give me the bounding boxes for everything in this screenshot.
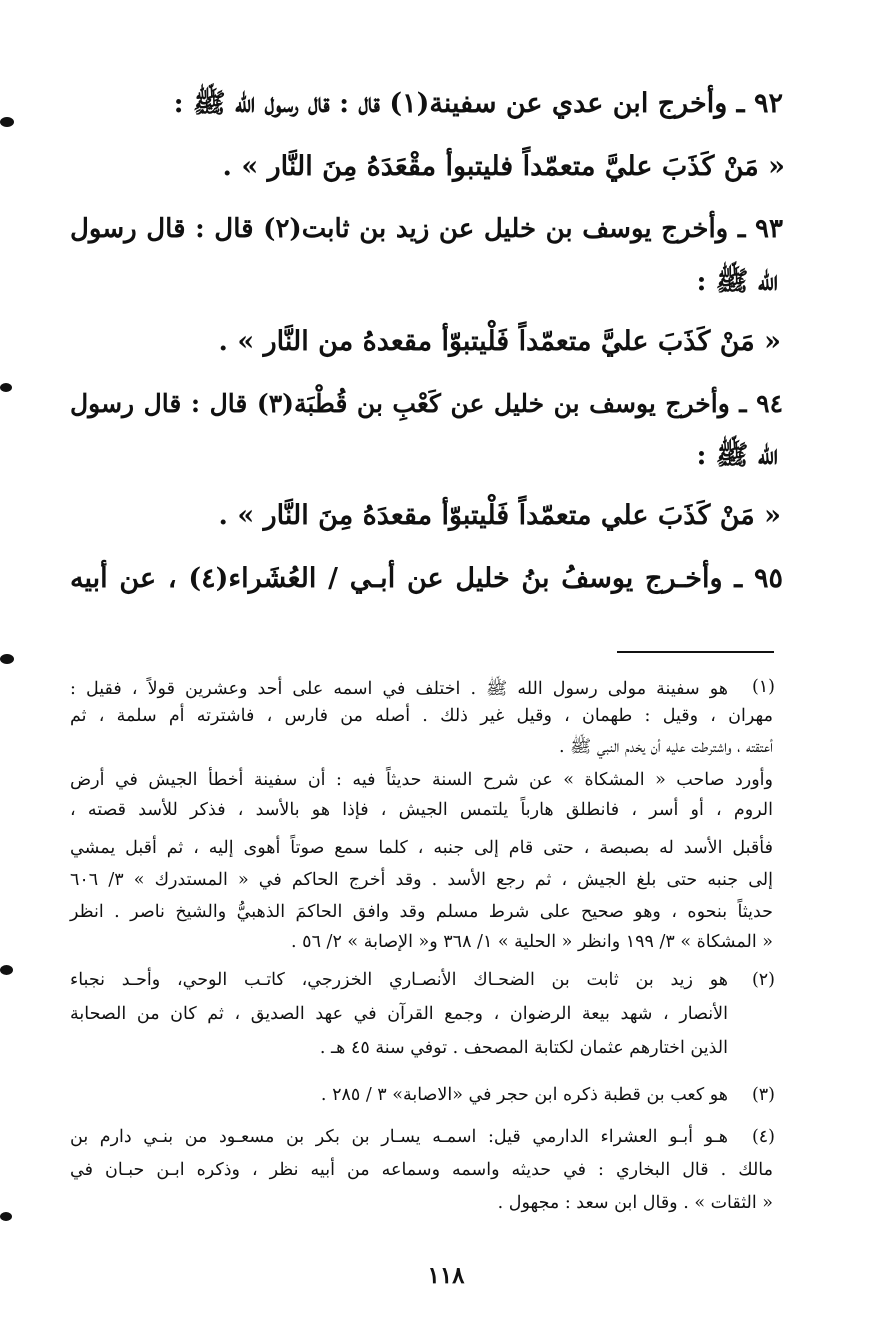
footnote-1-line: مهران ، وقيل : طهمان ، وقيل غير ذلك . أصله من فارس ، فاشترته أم سلمة ، ثم [70, 706, 773, 726]
hadith-94-intro-cont: الله ﷺ : [696, 440, 778, 471]
hadith-95-intro: ٩٥ ـ وأخـرج يوسفُ بنُ خليل عن أبـي / العُشَراء(٤) ، عن أبيه [70, 563, 783, 594]
footnote-1-line: الروم ، أو أسر ، فانطلق هارباً يلتمس الجيش ، فإذا هو بالأسد ، فذكر للأسد قصته ، [70, 800, 773, 820]
footnote-3-line: هو كعب بن قطبة ذكره ابن حجر في «الاصابة» ٣ / ٢٨٥ . [320, 1085, 728, 1105]
footnote-2-line: الذين اختارهم عثمان لكتابة المصحف . توفي سنة ٤٥ هـ . [319, 1038, 728, 1058]
edge-mark [0, 965, 13, 975]
edge-mark [0, 383, 12, 392]
hadith-93-intro-cont: الله ﷺ : [696, 266, 778, 297]
footnote-1-number: (١) [751, 677, 775, 697]
hadith-93-text: « مَنْ كَذَبَ عليَّ متعمّداً فَلْيتبوّأ مقعدهُ من النَّار » . [218, 326, 781, 357]
footnote-1-line: هو سفينة مولى رسول الله ﷺ . اختلف في اسمه على أحد وعشرين قولاً ، فقيل : [70, 679, 728, 699]
hadith-93-intro: ٩٣ ـ وأخرج يوسف بن خليل عن زيد بن ثابت(٢) قال : قال رسول [70, 214, 783, 244]
page-number: ١١٨ [427, 1262, 465, 1289]
footnote-4-number: (٤) [751, 1127, 775, 1147]
footnote-1-line: « المشكاة » ٣/ ١٩٩ وانظر « الحلية » ١/ ٣٦٨ و« الإصابة » ٢/ ٥٦ . [291, 932, 773, 952]
edge-mark [0, 654, 14, 664]
footnote-1-line: وأورد صاحب « المشكاة » عن شرح السنة حديثاً فيه : أن سفينة أخطأ الجيش في أرض [70, 770, 773, 790]
hadith-92-intro: ٩٢ ـ وأخرج ابن عدي عن سفينة(١) قال : قال رسول الله ﷺ : [173, 88, 783, 119]
footnote-3-number: (٣) [751, 1085, 775, 1105]
footnote-4-line: مالك . قال البخاري : في حديثه واسمه وسماعه من أبيه نظر ، وذكره ابـن حبـان في [70, 1160, 773, 1180]
edge-mark [0, 1212, 12, 1221]
hadith-94-text: « مَنْ كَذَبَ علي متعمّداً فَلْيتبوّأ مقعدَهُ مِنَ النَّار » . [218, 500, 781, 531]
edge-mark [0, 117, 14, 127]
footnote-1-line: أعتقته ، واشترطت عليه أن يخدم النبي ﷺ . [559, 737, 773, 757]
footnote-2-number: (٢) [751, 970, 775, 990]
footnote-2-line: الأنصار ، شهد بيعة الرضوان ، وجمع القرآن في عهد الصديق ، ثم كان من الصحابة [70, 1004, 728, 1024]
footnote-1-line: إلى جنبه حتى بلغ الجيش ، ثم رجع الأسد . وقد أخرج الحاكم في « المستدرك » ٣/ ٦٠٦ [70, 870, 773, 890]
footnote-1-line: فأقبل الأسد له بصبصة ، حتى قام إلى جنبه ، كلما سمع صوتاً أهوى إليه ، ثم أقبل يمشي [70, 838, 773, 858]
hadith-92-text: « مَنْ كَذَبَ عليَّ متعمّداً فليتبوأ مقْعَدَهُ مِنَ النَّار » . [222, 151, 785, 182]
footnote-2-line: هو زيد بن ثابت بن الضحـاك الأنصـاري الخزرجي، كاتـب الوحي، وأحـد نجباء [70, 970, 728, 990]
footnote-separator [617, 651, 774, 653]
footnote-4-line: « الثقات » . وقال ابن سعد : مجهول . [497, 1193, 773, 1213]
hadith-94-intro: ٩٤ ـ وأخرج يوسف بن خليل عن كَعْبِ بن قُطْبَة(٣) قال : قال رسول [70, 389, 784, 418]
footnote-1-line: حديثاً بنحوه ، وهو صحيح على شرط مسلم وقد وافق الحاكمَ الذهبيُّ والشيخ ناصر . انظر [70, 902, 773, 922]
footnote-4-line: هـو أبـو العشراء الدارمي قيل: اسمـه يسـار بن بكر بن مسعـود من بنـي دارم بن [70, 1127, 728, 1147]
